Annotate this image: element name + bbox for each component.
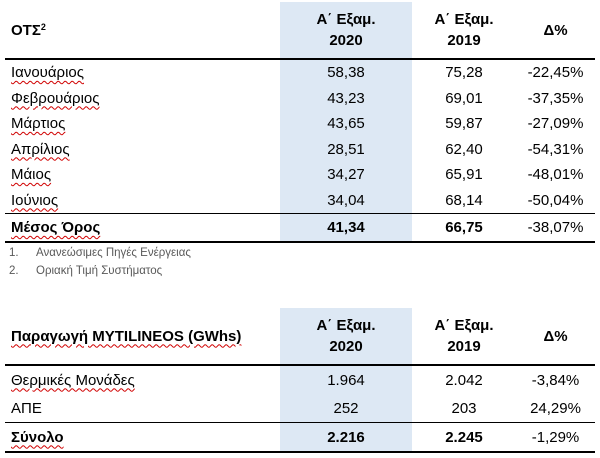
row-label: Ιούνιος xyxy=(11,191,59,209)
row-value-2019: 62,40 xyxy=(445,140,483,158)
header-col-delta: Δ% xyxy=(543,21,568,39)
footnote-text: Οριακή Τιμή Συστήματος xyxy=(36,265,163,277)
row-delta: -3,84% xyxy=(531,371,580,389)
row-value-2020: 43,65 xyxy=(280,111,412,136)
row-delta: -37,35% xyxy=(527,89,584,107)
row-delta: -50,04% xyxy=(527,191,584,209)
header-2020-line2: 2020 xyxy=(329,32,363,49)
row-value-2019: 59,87 xyxy=(445,115,483,132)
header-2020-line1: Α΄ Εξαμ. xyxy=(316,317,376,334)
footnote-1 xyxy=(9,247,191,259)
row-delta: 24,29% xyxy=(530,399,581,417)
row-value-2020: 1.964 xyxy=(280,366,412,394)
row-delta: -54,31% xyxy=(527,140,584,158)
row-value-2019: 2.042 xyxy=(445,371,483,389)
row-value-2020: 41,34 xyxy=(280,214,412,241)
header-2019-line1: Α΄ Εξαμ. xyxy=(434,317,494,334)
row-value-2020: 34,04 xyxy=(280,187,412,213)
bottom-rule xyxy=(5,241,595,243)
row-label: Μάιος xyxy=(11,166,52,183)
table-production xyxy=(5,306,595,456)
footnote-number: 1. xyxy=(9,247,19,259)
row-value-2020: 43,23 xyxy=(280,85,412,111)
table-row-average xyxy=(5,214,595,241)
header-col-2019 xyxy=(412,2,516,58)
table-ots xyxy=(5,0,595,245)
row-delta: -48,01% xyxy=(527,166,584,183)
footnote-2 xyxy=(9,265,162,277)
table-row xyxy=(5,366,595,394)
row-value-2019: 75,28 xyxy=(445,64,483,81)
header-label-text: ΟΤΣ xyxy=(11,21,41,39)
header-col-2019 xyxy=(412,308,516,364)
table-row-total xyxy=(5,423,595,451)
table-header xyxy=(5,2,595,58)
row-label: Απρίλιος xyxy=(11,140,70,158)
row-value-2019: 65,91 xyxy=(445,166,483,183)
row-label: Μέσος Όρος xyxy=(11,219,101,236)
table-row xyxy=(5,111,595,136)
row-label: Μάρτιος xyxy=(11,115,66,132)
table-row xyxy=(5,162,595,187)
row-value-2020: 28,51 xyxy=(280,136,412,162)
header-label-production: Παραγωγή MYTILINEOS (GWhs) xyxy=(11,327,242,345)
table-header xyxy=(5,308,595,364)
header-col-2020 xyxy=(280,2,412,58)
row-label: ΑΠΕ xyxy=(11,399,42,417)
row-value-2020: 34,27 xyxy=(280,162,412,187)
header-2020-line1: Α΄ Εξαμ. xyxy=(316,11,376,28)
row-label: Σύνολο xyxy=(11,428,64,446)
footnote-text: Ανανεώσιμες Πηγές Ενέργειας xyxy=(36,247,191,259)
row-value-2019: 66,75 xyxy=(445,219,483,236)
bottom-rule xyxy=(5,451,595,453)
header-2019-line2: 2019 xyxy=(447,338,481,355)
table-row xyxy=(5,136,595,162)
row-label: Θερμικές Μονάδες xyxy=(11,371,135,389)
row-value-2020: 2.216 xyxy=(280,423,412,451)
header-label-ots xyxy=(5,2,280,58)
row-value-2020: 58,38 xyxy=(280,60,412,85)
row-value-2020: 252 xyxy=(280,394,412,422)
table-row xyxy=(5,187,595,213)
row-delta: -1,29% xyxy=(531,428,580,446)
row-value-2019: 68,14 xyxy=(445,191,483,209)
row-label: Ιανουάριος xyxy=(11,64,84,81)
footnote-ref: 2 xyxy=(40,21,46,32)
table-row xyxy=(5,85,595,111)
row-delta: -22,45% xyxy=(527,64,584,81)
row-value-2019: 69,01 xyxy=(445,89,483,107)
header-2019-line2: 2019 xyxy=(447,32,481,49)
header-2019-line1: Α΄ Εξαμ. xyxy=(434,11,494,28)
row-label: Φεβρουάριος xyxy=(11,89,100,107)
table-row xyxy=(5,394,595,422)
row-delta: -27,09% xyxy=(527,115,584,132)
row-value-2019: 2.245 xyxy=(445,428,483,446)
header-col-delta: Δ% xyxy=(543,327,568,345)
table-row xyxy=(5,60,595,85)
row-delta: -38,07% xyxy=(527,219,584,236)
footnote-number: 2. xyxy=(9,265,19,277)
header-2020-line2: 2020 xyxy=(329,338,363,355)
header-col-2020 xyxy=(280,308,412,364)
row-value-2019: 203 xyxy=(451,399,477,417)
